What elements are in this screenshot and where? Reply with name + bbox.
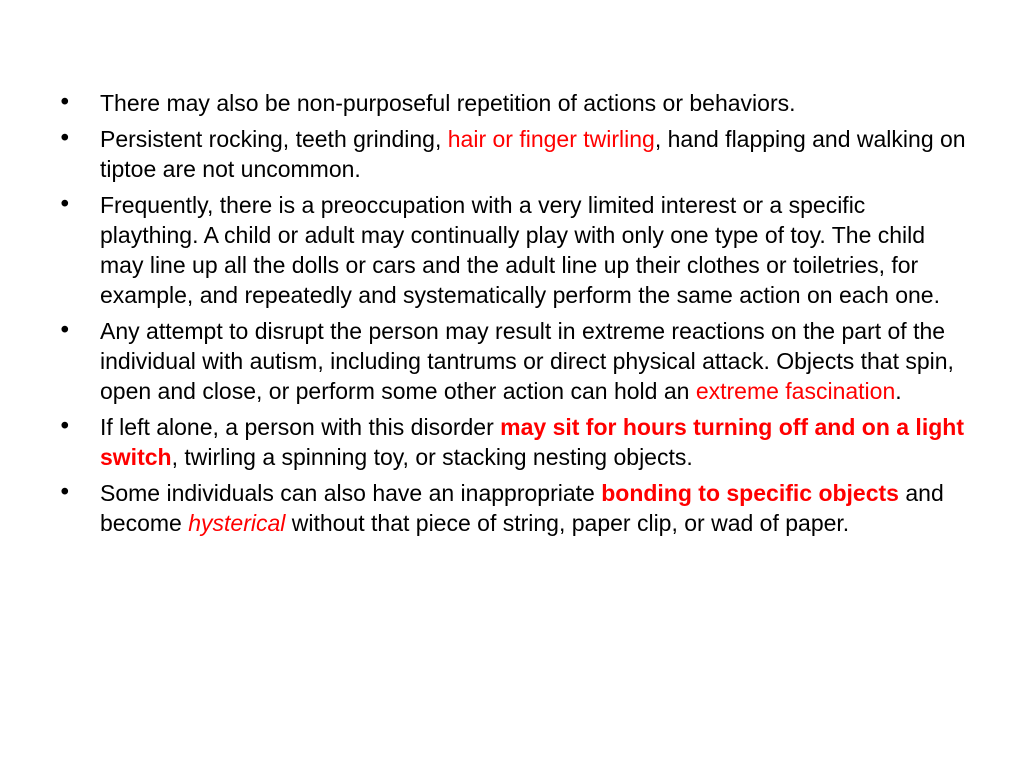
bullet-text: There may also be non-purposeful repetition of actions or behaviors. — [100, 90, 796, 116]
bullet-marker: • — [58, 414, 72, 440]
bullet-text: without that piece of string, paper clip, or wad of paper. — [285, 510, 850, 536]
bullet-list — [58, 88, 968, 544]
highlight-bold-text: bonding to specific objects — [601, 480, 899, 506]
bullet-text: Any attempt to disrupt the person may result in extreme reactions on the part of the individual with autism, including tantrums or direct physical attack. Objects that spin, open and close, or perform some other action can hold an — [100, 318, 954, 404]
bullet-text: Frequently, there is a preoccupation with a very limited interest or a specific plaything. A child or adult may continually play with only one type of toy. The child may line up all the dolls or cars and the adult line up their clothes or toiletries, for example, and repeatedly and systematically perform the same action on each one. — [100, 192, 940, 308]
bullet-item — [58, 478, 968, 538]
bullet-item — [58, 88, 968, 118]
bullet-marker: • — [58, 192, 72, 218]
bullet-text: Some individuals can also have an inappropriate — [100, 480, 602, 506]
highlight-bold-text: may sit for hours turning off and on a light switch — [100, 414, 964, 470]
bullet-text: Persistent rocking, teeth grinding, — [100, 126, 448, 152]
bullet-marker: • — [58, 126, 72, 152]
bullet-text: . — [895, 378, 902, 404]
bullet-item — [58, 190, 968, 310]
highlight-text: hair or finger twirling — [447, 126, 655, 152]
highlight-italic-text: hysterical — [188, 510, 286, 536]
bullet-text: , hand flapping and walking on tiptoe are not uncommon. — [100, 126, 966, 182]
bullet-text: If left alone, a person with this disorder — [100, 414, 501, 440]
bullet-item — [58, 316, 968, 406]
bullet-item — [58, 124, 968, 184]
highlight-text: extreme fascination — [695, 378, 896, 404]
bullet-marker: • — [58, 90, 72, 116]
bullet-item — [58, 412, 968, 472]
bullet-marker: • — [58, 318, 72, 344]
bullet-marker: • — [58, 480, 72, 506]
bullet-text: and become — [100, 480, 944, 536]
bullet-text: , twirling a spinning toy, or stacking nesting objects. — [171, 444, 693, 470]
